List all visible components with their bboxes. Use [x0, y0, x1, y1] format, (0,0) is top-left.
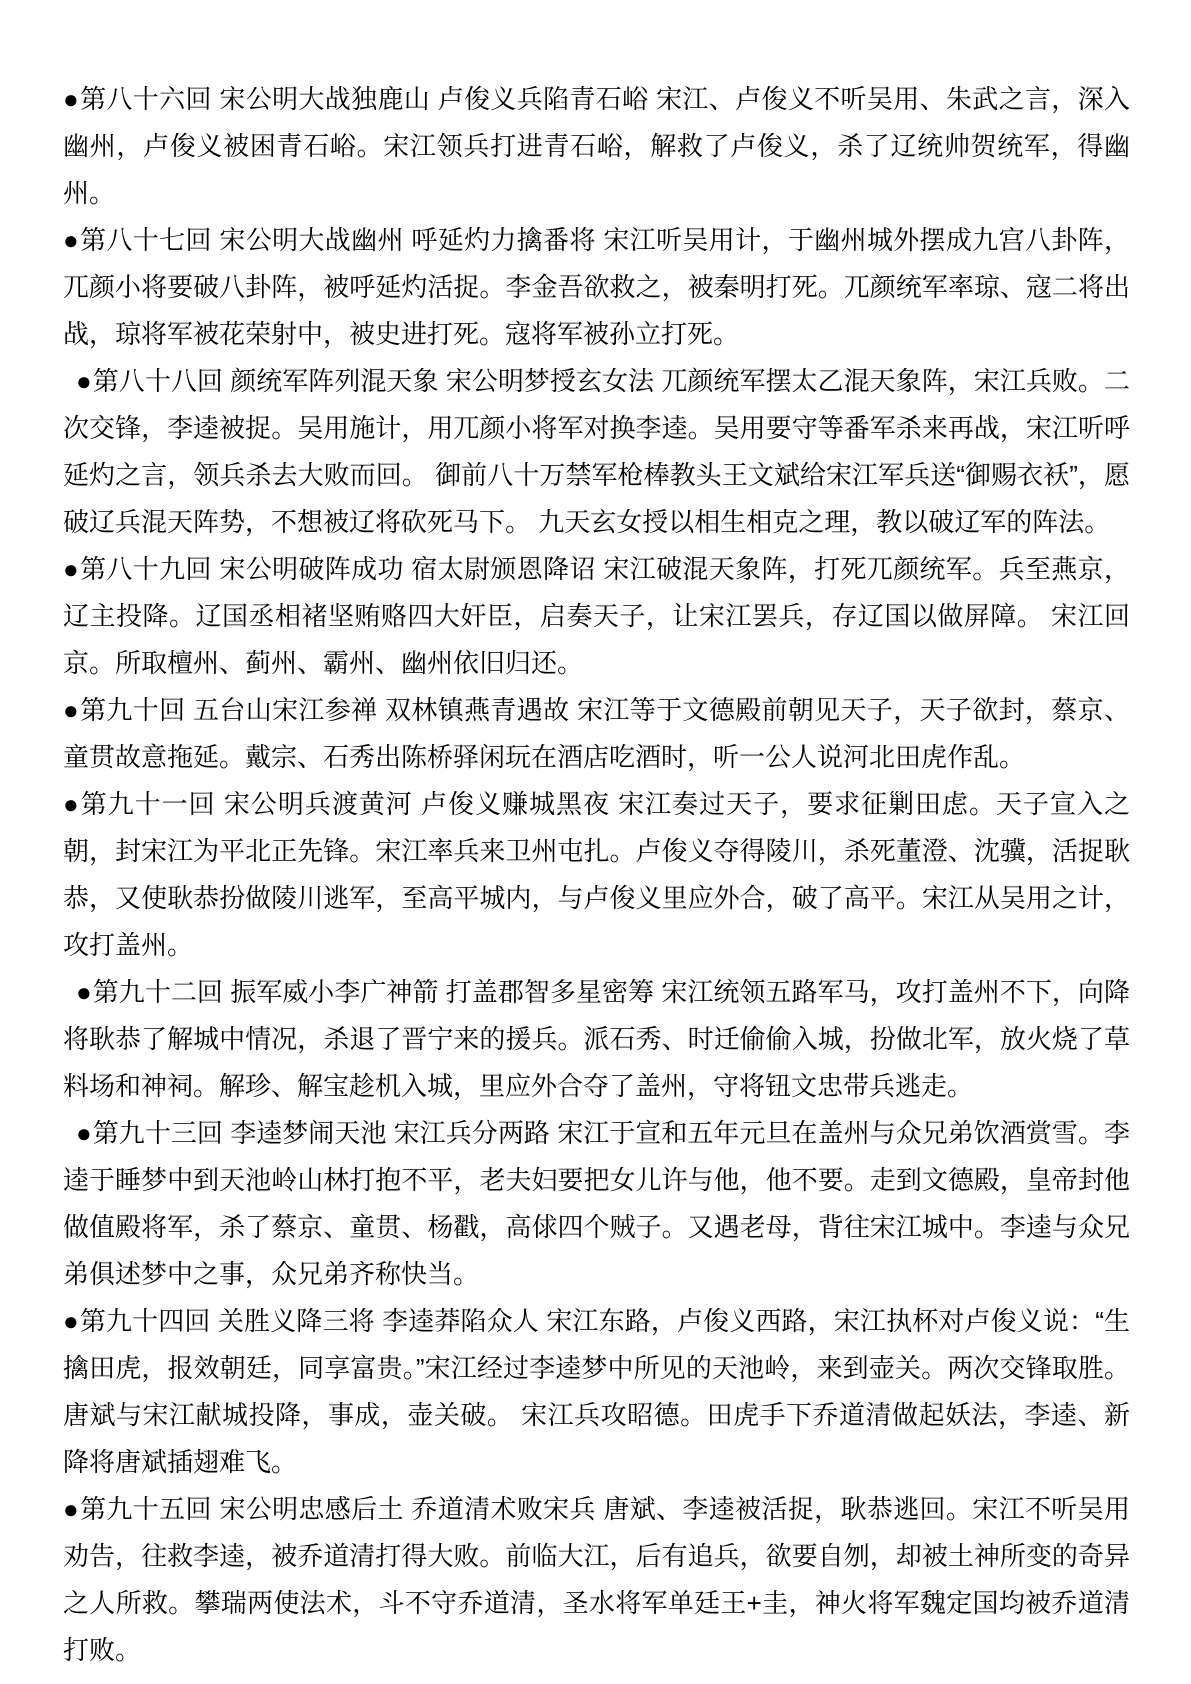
chapter-body: 宋江听吴用计，于幽州城外摆成九宫八卦阵，兀颜小将要破八卦阵，被呼延灼活捉。李金吾欲救之，被秦明打死。兀颜统军率琼、寇二将出战，琼将军被花荣射中，被史进打死。寇将军被孙立打死。	[63, 225, 1130, 349]
bullet-icon: ●	[76, 1118, 93, 1148]
chapter-title: 第九十四回 关胜义降三将 李逵莽陷众人	[79, 1306, 539, 1336]
chapter-summary-paragraph	[63, 1110, 1130, 1298]
chapter-summary-paragraph	[63, 546, 1130, 687]
chapter-body: 宋江等于文德殿前朝见天子，天子欲封，蔡京、童贯故意拖延。戴宗、石秀出陈桥驿闲玩在酒店吃酒时，听一公人说河北田虎作乱。	[63, 695, 1130, 772]
chapter-body: 宋江统领五路军马，攻打盖州不下，向降将耿恭了解城中情况，杀退了晋宁来的援兵。派石秀、时迁偷偷入城，扮做北军，放火烧了草料场和神祠。解珍、解宝趁机入城，里应外合夺了盖州，守将钮文忠带兵逃走。	[63, 977, 1130, 1101]
chapter-summary-paragraph	[63, 687, 1130, 781]
chapter-body: 兀颜统军摆太乙混天象阵，宋江兵败。二次交锋，李逵被捉。吴用施计，用兀颜小将军对换李逵。吴用要守等番军杀来再战，宋江听呼延灼之言，领兵杀去大败而回。 御前八十万禁军枪棒教头王文斌给宋江军兵送“御赐衣袄”，愿破辽兵混天阵势，不想被辽将砍死马下。 九天玄女授以相生相克之理，教以破辽军的阵法。	[63, 366, 1130, 537]
chapter-title: 第九十二回 振军威小李广神箭 打盖郡智多星密筹	[92, 977, 655, 1007]
chapter-summary-paragraph	[63, 781, 1130, 969]
bullet-icon: ●	[63, 1494, 81, 1524]
bullet-icon: ●	[76, 366, 93, 396]
chapter-title: 第八十七回 宋公明大战幽州 呼延灼力擒番将	[80, 225, 596, 255]
chapter-title: 第九十回 五台山宋江参禅 双林镇燕青遇故	[80, 695, 570, 725]
chapter-body: 宋江、卢俊义不听吴用、朱武之言，深入幽州，卢俊义被困青石峪。宋江领兵打进青石峪，解救了卢俊义，杀了辽统帅贺统军，得幽州。	[63, 84, 1130, 208]
bullet-icon: ●	[63, 1306, 80, 1336]
bullet-icon: ●	[63, 554, 81, 584]
chapter-title: 第八十九回 宋公明破阵成功 宿太尉颁恩降诏	[80, 554, 596, 584]
chapter-title: 第八十六回 宋公明大战独鹿山 卢俊义兵陷青石峪	[80, 84, 649, 114]
chapter-body: 宋江东路，卢俊义西路，宋江执杯对卢俊义说：“生擒田虎，报效朝廷，同享富贵。”宋江经过李逵梦中所见的天池岭，来到壶关。两次交锋取胜。唐斌与宋江献城投降，事成，壶关破。 宋江兵攻昭德。田虎手下乔道清做起妖法，李逵、新降将唐斌插翅难飞。	[63, 1306, 1130, 1477]
bullet-icon: ●	[63, 695, 81, 725]
bullet-icon: ●	[63, 789, 81, 819]
chapter-summary-paragraph	[63, 1298, 1130, 1486]
chapter-body: 宋江于宣和五年元旦在盖州与众兄弟饮酒赏雪。李逵于睡梦中到天池岭山林打抱不平，老夫妇要把女儿许与他，他不要。走到文德殿，皇帝封他做值殿将军，杀了蔡京、童贯、杨戳，高俅四个贼子。又遇老母，背往宋江城中。李逵与众兄弟俱述梦中之事，众兄弟齐称快当。	[63, 1118, 1130, 1289]
chapter-summary-paragraph	[63, 358, 1130, 546]
chapter-body: 宋江破混天象阵，打死兀颜统军。兵至燕京，辽主投降。辽国丞相褚坚贿赂四大奸臣，启奏天子，让宋江罢兵，存辽国以做屏障。 宋江回京。所取檀州、蓟州、霸州、幽州依旧归还。	[63, 554, 1130, 678]
chapter-summary-paragraph	[63, 217, 1130, 358]
chapter-summary-paragraph	[63, 76, 1130, 217]
chapter-summary-paragraph	[63, 1486, 1130, 1674]
chapter-body: 唐斌、李逵被活捉，耿恭逃回。宋江不听吴用劝告，往救李逵，被乔道清打得大败。前临大江，后有追兵，欲要自刎，却被土神所变的奇异之人所救。攀瑞两使法术，斗不守乔道清，圣水将军单廷王+圭，神火将军魏定国均被乔道清打败。	[63, 1494, 1130, 1665]
chapter-title: 第九十三回 李逵梦闹天池 宋江兵分两路	[92, 1118, 550, 1148]
chapter-summary-paragraph	[63, 969, 1130, 1110]
chapter-title: 第八十八回 颜统军阵列混天象 宋公明梦授玄女法	[92, 366, 655, 396]
chapter-body: 宋江奏过天子，要求征剿田虑。天子宣入之朝，封宋江为平北正先锋。宋江率兵来卫州屯扎。卢俊义夺得陵川，杀死董澄、沈骥，活捉耿恭，又使耿恭扮做陵川逃军，至高平城内，与卢俊义里应外合，破了高平。宋江从吴用之计，攻打盖州。	[63, 789, 1130, 960]
chapter-title: 第九十五回 宋公明忠感后土 乔道清术败宋兵	[80, 1494, 596, 1524]
bullet-icon: ●	[76, 977, 93, 1007]
bullet-icon: ●	[63, 84, 81, 114]
chapter-title: 第九十一回 宋公明兵渡黄河 卢俊义赚城黑夜	[80, 789, 610, 819]
bullet-icon: ●	[63, 225, 81, 255]
